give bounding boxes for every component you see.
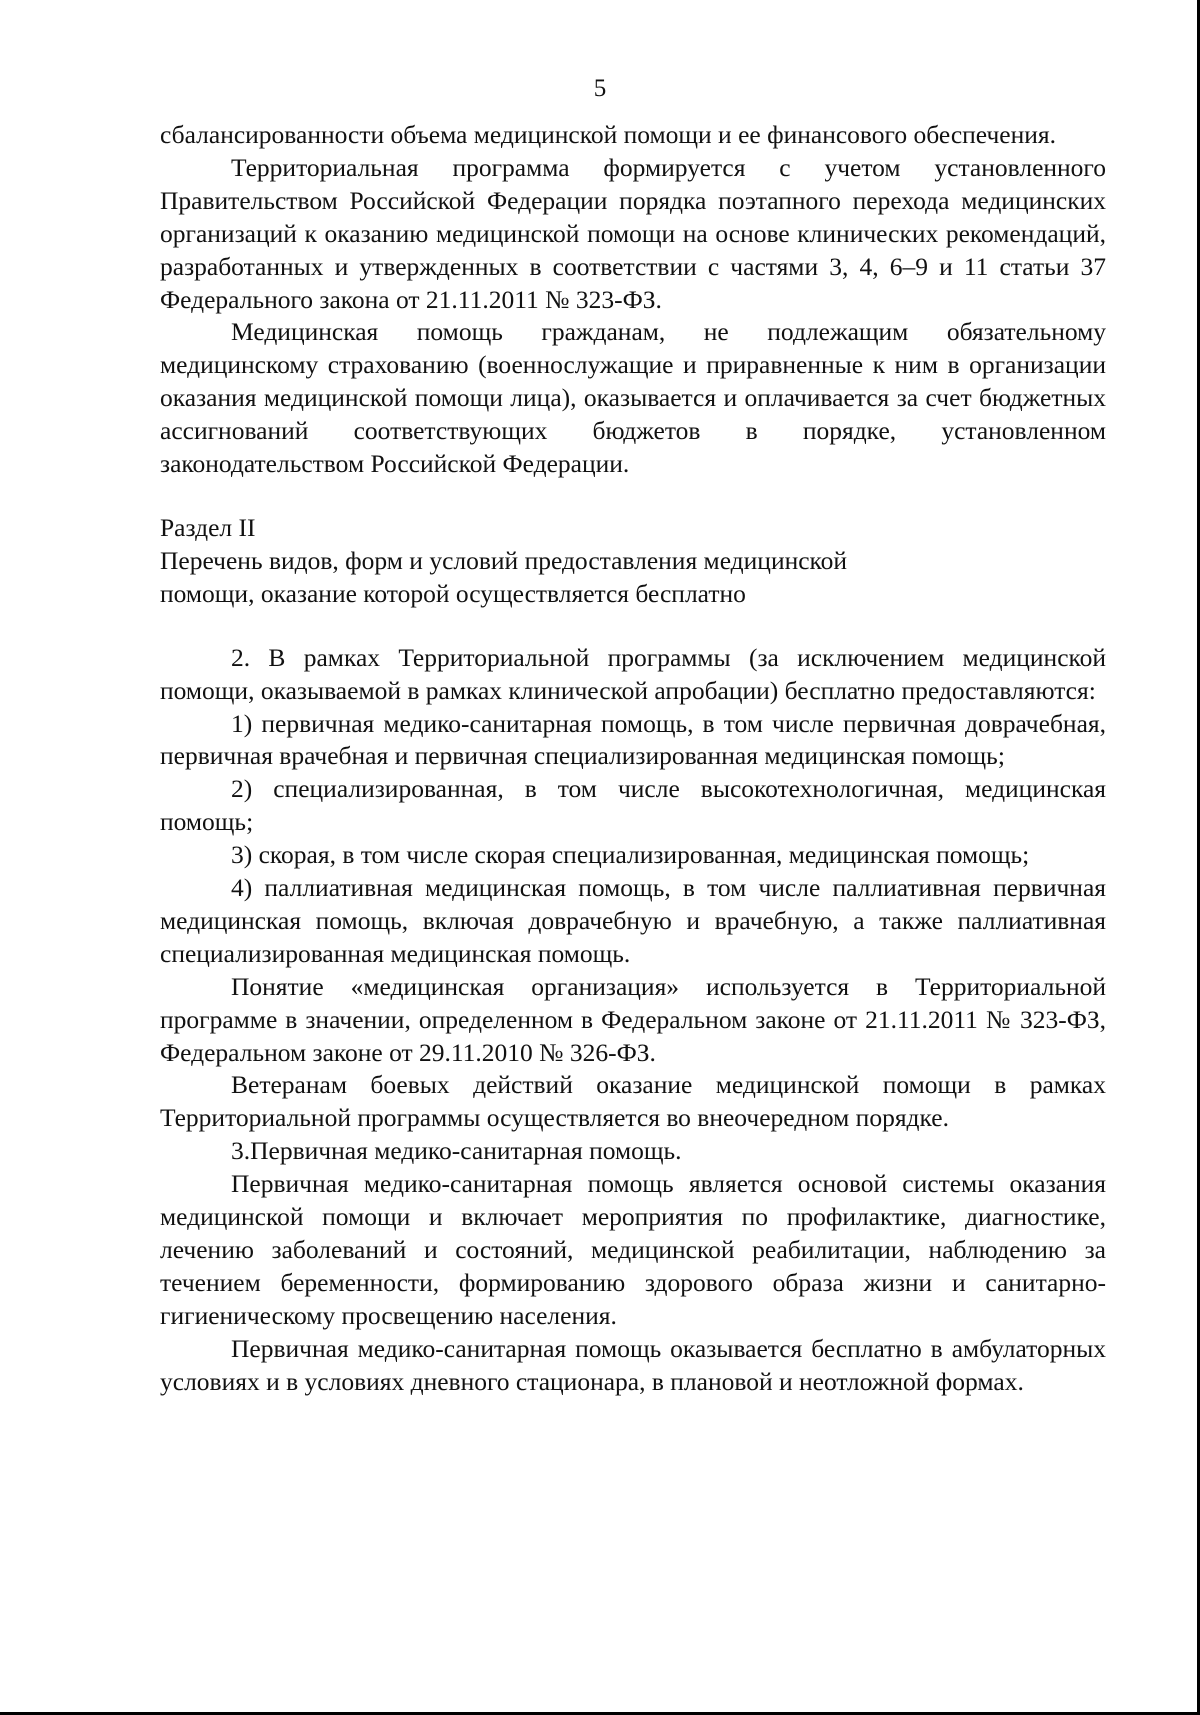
paragraph-primary-care-conditions: Первичная медико-санитарная помощь оказывается бесплатно в амбулаторных условиях и в условиях дневного стационара, в плановой и неотложной формах.	[160, 1333, 1106, 1396]
paragraph-uninsured-citizens: Медицинская помощь гражданам, не подлежащим обязательному медицинскому страхованию (военнослужащие и приравненные к ним в организации оказания медицинской помощи лица), оказывается и оплачивается за счет бюджетных ассигнований соответствующих бюджетов в порядке, установленном законодательством Российской Федерации.	[160, 317, 1106, 479]
list-item-primary-care: 1) первичная медико-санитарная помощь, в том числе первичная доврачебная, первичная врачебная и первичная специализированная медицинская помощь;	[160, 708, 1106, 771]
document-body	[160, 119, 1106, 1399]
paragraph-item-3-heading: 3.Первичная медико-санитарная помощь.	[231, 1136, 682, 1166]
paragraph-item-2: 2. В рамках Территориальной программы (за исключением медицинской помощи, оказываемой в рамках клинической апробации) бесплатно предоставляются:	[160, 642, 1106, 705]
paragraph-primary-care-description: Первичная медико-санитарная помощь является основой системы оказания медицинской помощи и включает мероприятия по профилактике, диагностике, лечению заболеваний и состояний, медицинской реабилитации, наблюдению за течением беременности, формированию здорового образа жизни и санитарно-гигиеническому просвещению населения.	[160, 1169, 1106, 1330]
list-item-specialized-care: 2) специализированная, в том числе высокотехнологичная, медицинская помощь;	[160, 774, 1106, 837]
paragraph-medical-organization-definition: Понятие «медицинская организация» используется в Территориальной программе в значении, определенном в Федеральном законе от 21.11.2011 № 323-ФЗ, Федеральном законе от 29.11.2010 № 326-ФЗ.	[160, 971, 1106, 1067]
list-item-palliative-care: 4) паллиативная медицинская помощь, в том числе паллиативная первичная медицинская помощь, включая доврачебную и врачебную, а также паллиативная специализированная медицинская помощь.	[160, 873, 1106, 968]
paragraph-combat-veterans: Ветеранам боевых действий оказание медицинской помощи в рамках Территориальной программы осуществляется во внеочередном порядке.	[160, 1070, 1106, 1133]
section-title-line-1: Перечень видов, форм и условий предоставления медицинской	[160, 545, 848, 575]
page-number: 5	[593, 75, 607, 102]
section-label: Раздел II	[160, 512, 256, 542]
paragraph-territorial-program: Территориальная программа формируется с учетом установленного Правительством Российской Федерации порядка поэтапного перехода медицинских организаций к оказанию медицинской помощи на основе клинических рекомендаций, разработанных и утвержденных в соответствии с частями 3, 4, 6–9 и 11 статьи 37 Федерального закона от 21.11.2011 № 323-ФЗ.	[160, 152, 1106, 314]
section-title-line-2: помощи, оказание которой осуществляется бесплатно	[160, 578, 746, 608]
paragraph-continuation: сбалансированности объема медицинской помощи и ее финансового обеспечения.	[160, 120, 1057, 149]
list-item-emergency-care: 3) скорая, в том числе скорая специализированная, медицинская помощь;	[231, 840, 1030, 870]
